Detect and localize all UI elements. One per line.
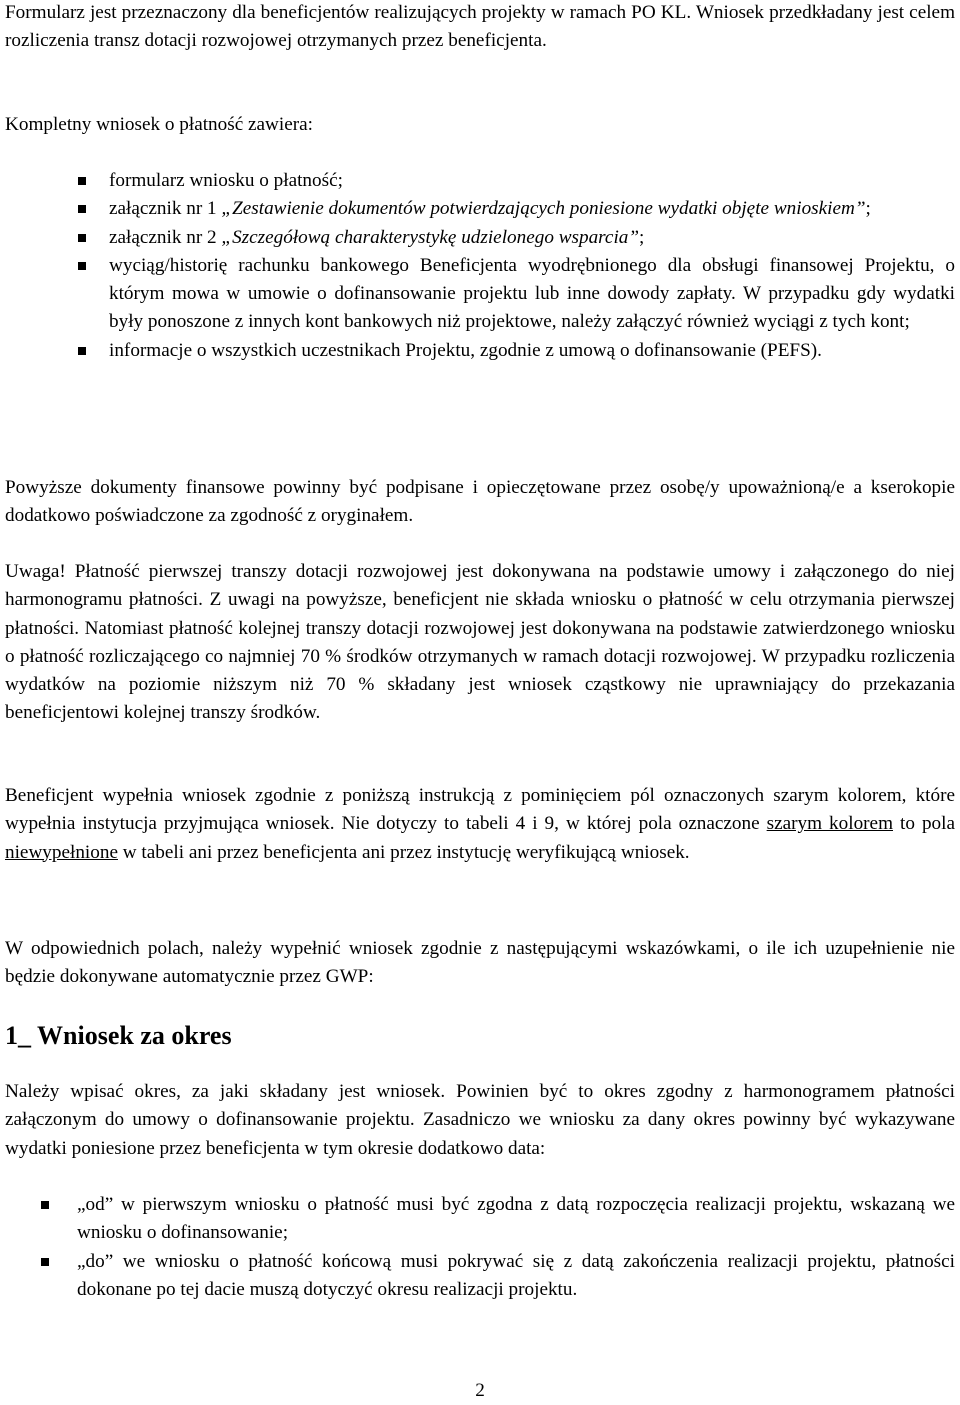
list-item bbox=[0, 337, 955, 365]
bullet-square-icon bbox=[78, 347, 86, 355]
contents-lead: Kompletny wniosek o płatność zawiera: bbox=[5, 114, 313, 135]
fill-text-2: to pola bbox=[893, 813, 955, 835]
list-item-prefix: załącznik nr 1 bbox=[109, 198, 222, 220]
fill-instructions bbox=[5, 782, 955, 867]
warning-paragraph: Uwaga! Płatność pierwszej transzy dotacji rozwojowej jest dokonywana na podstawie umowy i załączonego do niej harmonogramu płatności. Z uwagi na powyższe, beneficjent nie składa wniosku o płatność w celu otrzymania pierwszej płatności. Natomiast płatność kolejnej transzy dotacji rozwojowej jest dokonywana na podstawie zatwierdzonego wniosku o płatność rozliczającego co najmniej 70 % środków otrzymanych w ramach dotacji rozwojowej. W przypadku rozliczenia wydatków na poziomie niższym niż 70 % składany jest wniosek cząstkowy nie uprawniający do przekazania beneficjentowi kolejnej transzy środków. bbox=[5, 561, 955, 724]
bullet-square-icon bbox=[41, 1201, 49, 1209]
signature-note: Powyższe dokumenty finansowe powinny być podpisane i opieczętowane przez osobę/y upoważnioną/e a kserokopie dodatkowo poświadczone za zgodność z oryginałem. bbox=[5, 477, 955, 527]
attachment-2-title: „Szczegółową charakterystykę udzielonego wsparcia” bbox=[221, 226, 640, 248]
list-item-text: formularz wniosku o płatność; bbox=[109, 170, 343, 191]
intro-paragraph: Formularz jest przeznaczony dla beneficjentów realizujących projekty w ramach PO KL. Wniosek przedkładany jest celem rozliczenia transz dotacji rozwojowej otrzymanych przez beneficjenta. bbox=[5, 2, 955, 52]
list-item bbox=[0, 252, 955, 337]
section-body: Należy wpisać okres, za jaki składany jest wniosek. Powinien być to okres zgodny z harmonogramem płatności załączonym do umowy o dofinansowanie projektu. Zasadniczo we wniosku za dany okres powinny być wykazywane wydatki poniesione przez beneficjenta w tym okresie dodatkowo data: bbox=[5, 1081, 955, 1159]
list-item-text: informacje o wszystkich uczestnikach Projektu, zgodnie z umową o dofinansowanie (PEFS). bbox=[109, 339, 822, 361]
fill-text-1: Beneficjent wypełnia wniosek zgodnie z poniższą instrukcją z pominięciem pól oznaczonych szarym kolorem, które wypełnia instytucja przyjmująca wniosek. Nie dotyczy to tabeli 4 i 9, w której pola oznaczone bbox=[5, 785, 955, 835]
page-number: 2 bbox=[475, 1380, 485, 1401]
list-item bbox=[0, 167, 955, 195]
list-item-text: wyciąg/historię rachunku bankowego Beneficjenta wyodrębnionego dla obsługi finansowej Projektu, o którym mowa w umowie o dofinansowanie projektu lub inne dowody zapłaty. W przypadku gdy wydatki były ponoszone z innych kont bankowych niż projektowe, należy załączyć również wyciągi z tych kont; bbox=[109, 254, 955, 333]
attachment-1-title: „Zestawienie dokumentów potwierdzających poniesione wydatki objęte wnioskiem” bbox=[221, 198, 866, 220]
list-item bbox=[0, 1248, 955, 1305]
fields-note: W odpowiednich polach, należy wypełnić wniosek zgodnie z następującymi wskazówkami, o ile ich uzupełnienie nie będzie dokonywane automatycznie przez GWP: bbox=[5, 938, 955, 988]
fill-text-3: w tabeli ani przez beneficjenta ani przez instytucję weryfikującą wniosek. bbox=[117, 841, 690, 863]
list-item-text: „od” w pierwszym wniosku o płatność musi być zgodna z datą rozpoczęcia realizacji projektu, wskazaną we wniosku o dofinansowanie; bbox=[77, 1194, 955, 1244]
bullet-square-icon bbox=[41, 1258, 49, 1266]
list-item-prefix: załącznik nr 2 bbox=[109, 226, 222, 248]
bullet-square-icon bbox=[78, 234, 86, 242]
date-rules-list bbox=[0, 1191, 955, 1304]
list-item bbox=[0, 195, 955, 223]
list-item bbox=[0, 224, 955, 252]
list-item bbox=[0, 1191, 955, 1248]
attachments-list bbox=[0, 167, 955, 365]
gray-color-term: szarym kolorem bbox=[766, 813, 893, 835]
unfilled-term: niewypełnione bbox=[5, 841, 118, 863]
bullet-square-icon bbox=[78, 262, 86, 270]
bullet-square-icon bbox=[78, 177, 86, 185]
list-item-text: „do” we wniosku o płatność końcową musi pokrywać się z datą zakończenia realizacji projektu, płatności dokonane po tej dacie muszą dotyczyć okresu realizacji projektu. bbox=[77, 1250, 955, 1300]
list-item-suffix: ; bbox=[865, 198, 871, 220]
list-item-suffix: ; bbox=[639, 226, 645, 248]
bullet-square-icon bbox=[78, 205, 86, 213]
section-heading: 1_ Wniosek za okres bbox=[5, 1021, 232, 1050]
